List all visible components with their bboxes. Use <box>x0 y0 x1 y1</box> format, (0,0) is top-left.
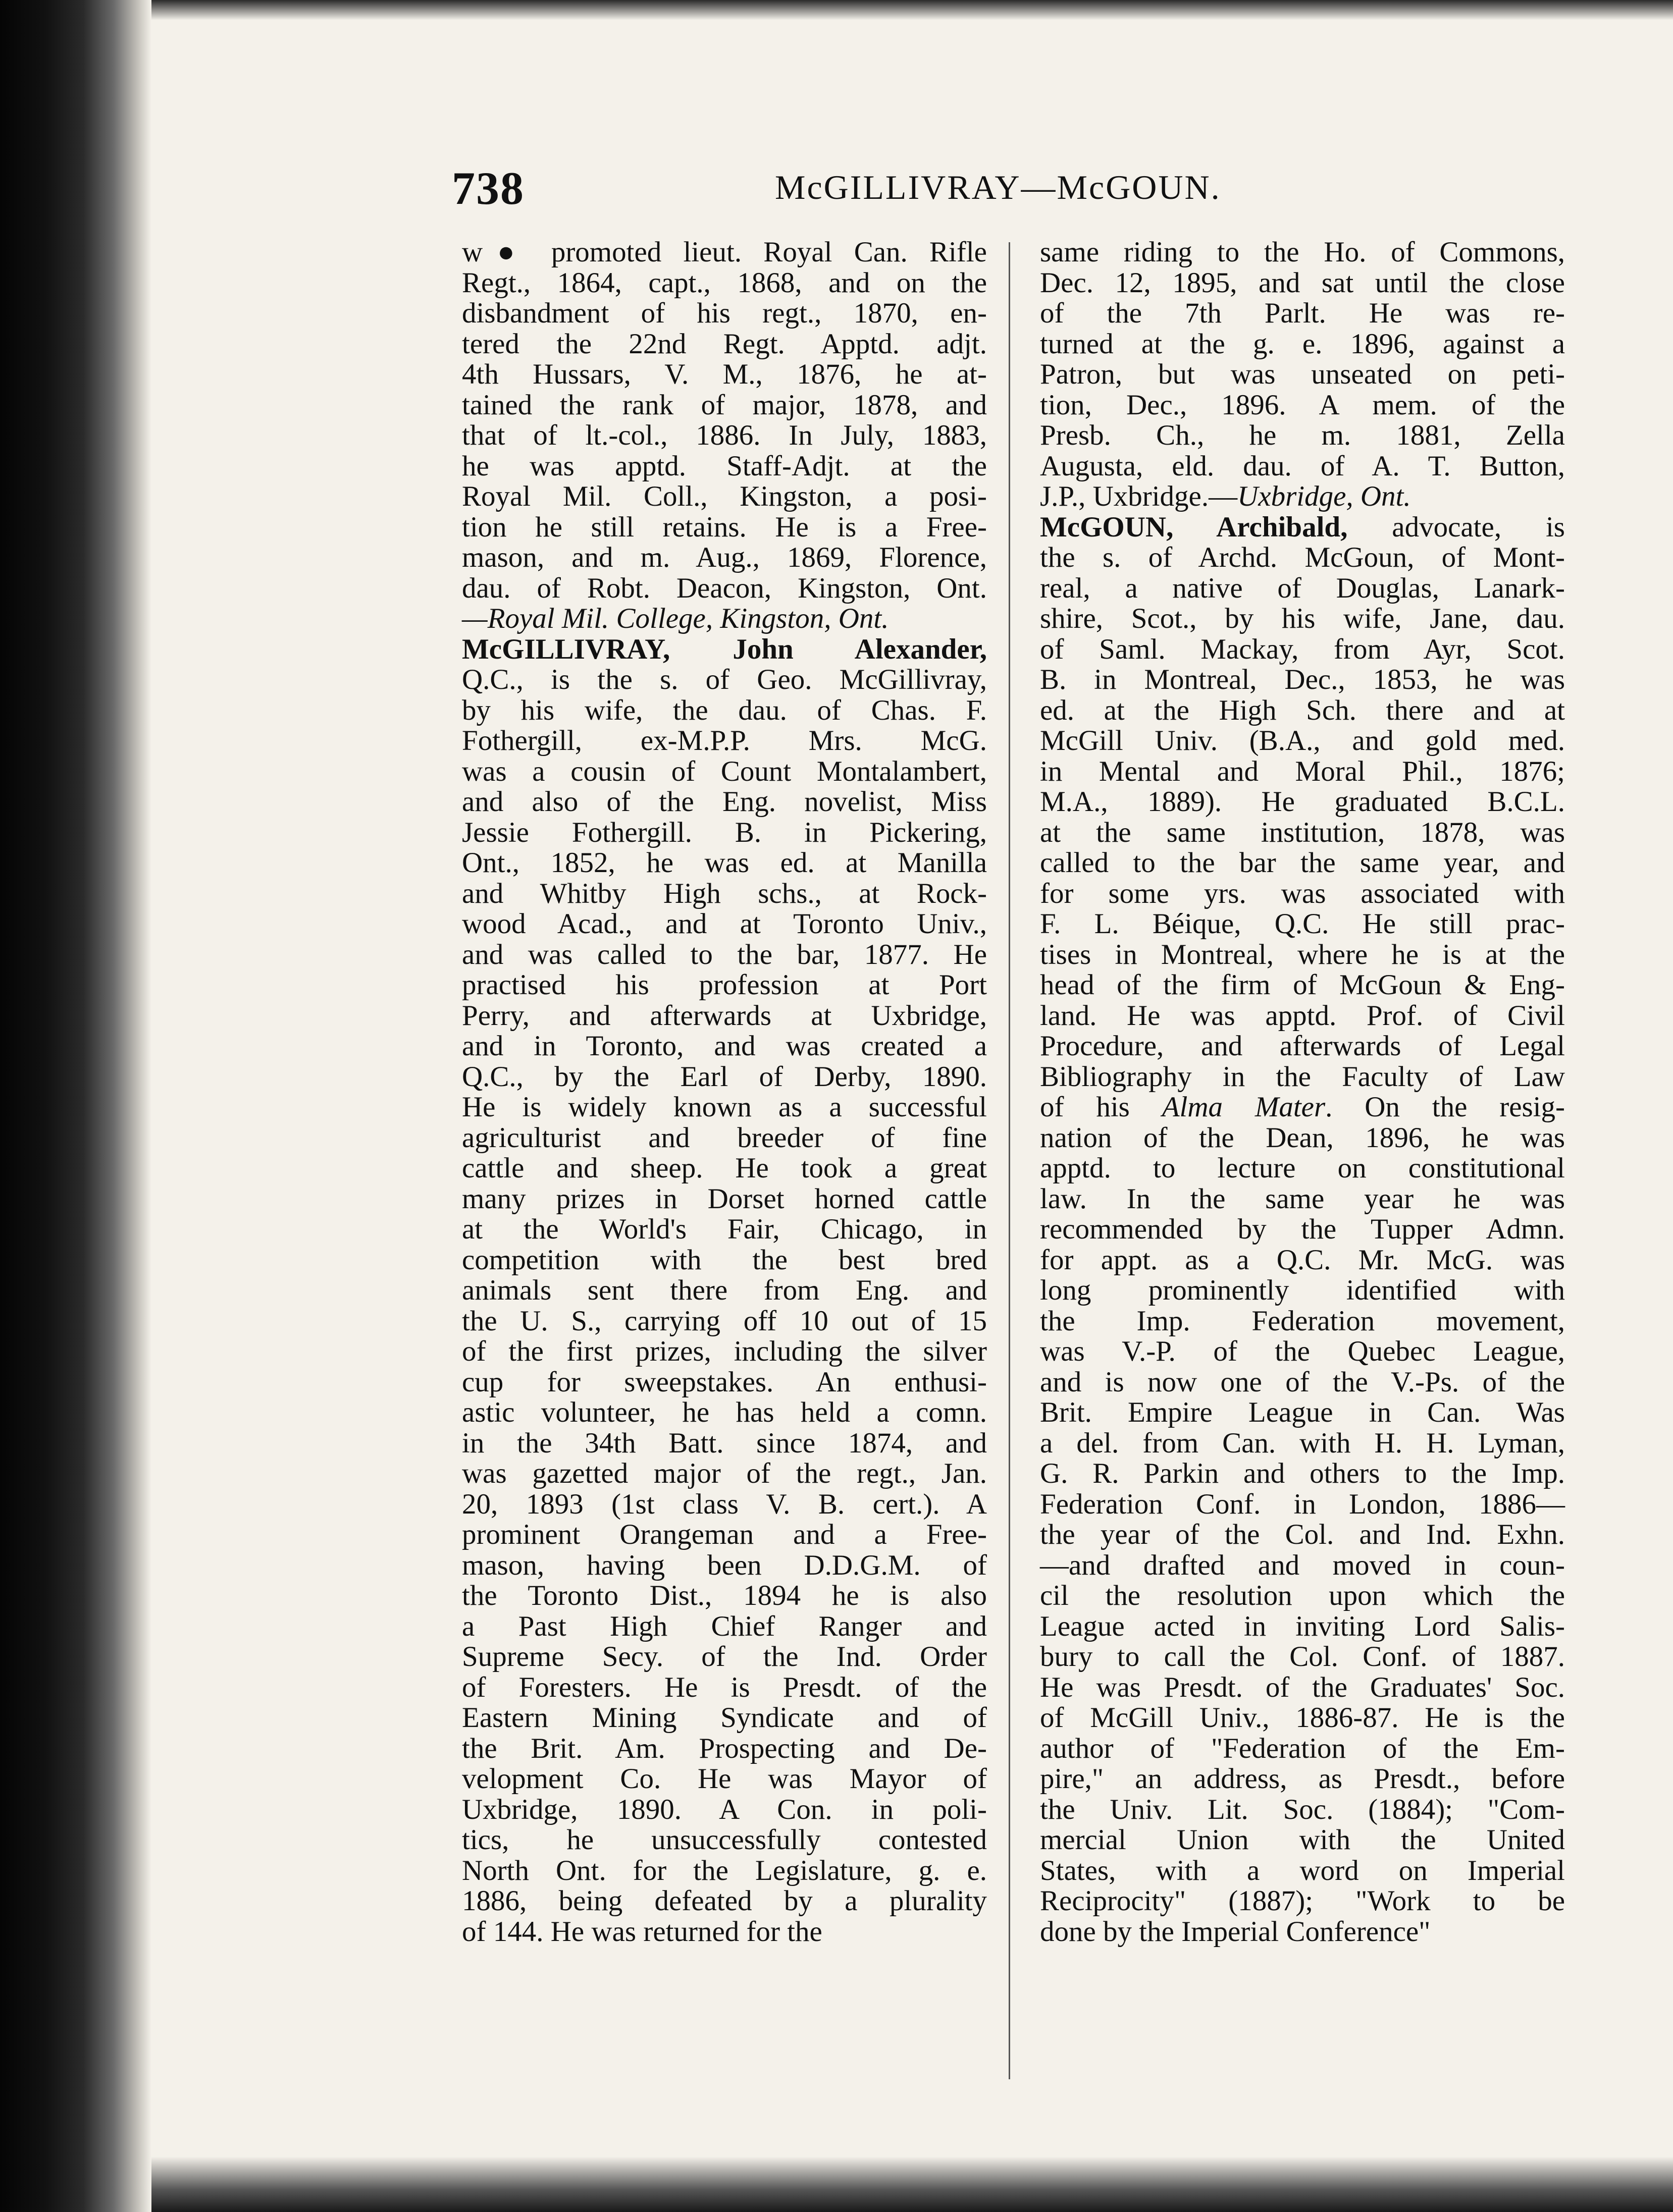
text-line: of his Alma Mater. On the resig- <box>1040 1091 1565 1123</box>
text-line: League acted in inviting Lord Salis- <box>1040 1610 1565 1642</box>
text-line: the Imp. Federation movement, <box>1040 1305 1565 1337</box>
page-number: 738 <box>452 163 525 214</box>
text-line: the Univ. Lit. Soc. (1884); "Com- <box>1040 1793 1565 1825</box>
text-line: dau. of Robt. Deacon, Kingston, Ont. <box>462 572 987 604</box>
text-line: was V.-P. of the Quebec League, <box>1040 1335 1565 1367</box>
text-line: w● promoted lieut. Royal Can. Rifle <box>462 236 987 268</box>
text-line: McGill Univ. (B.A., and gold med. <box>1040 725 1565 757</box>
text-line: author of "Federation of the Em- <box>1040 1732 1565 1764</box>
text-line: at the same institution, 1878, was <box>1040 816 1565 848</box>
text-line: Brit. Empire League in Can. Was <box>1040 1396 1565 1428</box>
text-line: in the 34th Batt. since 1874, and <box>462 1427 987 1459</box>
text-line: He is widely known as a successful <box>462 1091 987 1123</box>
text-line: the s. of Archd. McGoun, of Mont- <box>1040 542 1565 573</box>
text-line: practised his profession at Port <box>462 969 987 1001</box>
text-line: Uxbridge, 1890. A Con. in poli- <box>462 1793 987 1825</box>
text-line: 1886, being defeated by a plurality <box>462 1885 987 1917</box>
text-line: was gazetted major of the regt., Jan. <box>462 1458 987 1489</box>
text-line: Presb. Ch., he m. 1881, Zella <box>1040 419 1565 451</box>
text-line: real, a native of Douglas, Lanark- <box>1040 572 1565 604</box>
text-line: tises in Montreal, where he is at the <box>1040 938 1565 970</box>
left-column <box>462 237 987 1947</box>
text-line: Q.C., by the Earl of Derby, 1890. <box>462 1060 987 1093</box>
text-line: ed. at the High Sch. there and at <box>1040 694 1565 726</box>
text-line: and is now one of the V.-Ps. of the <box>1040 1366 1565 1398</box>
text-line: long prominently identified with <box>1040 1274 1565 1306</box>
text-line: and Whitby High schs., at Rock- <box>462 877 987 909</box>
text-line: M.A., 1889). He graduated B.C.L. <box>1040 786 1565 818</box>
top-edge-shadow <box>151 0 1673 20</box>
text-line: tion he still retains. He is a Free- <box>462 511 987 543</box>
text-line: a Past High Chief Ranger and <box>462 1610 987 1642</box>
text-line: Patron, but was unseated on peti- <box>1040 358 1565 390</box>
text-line: done by the Imperial Conference" <box>1040 1915 1431 1948</box>
text-line: land. He was apptd. Prof. of Civil <box>1040 999 1565 1032</box>
text-line: and was called to the bar, 1877. He <box>462 938 987 970</box>
text-line: and also of the Eng. novelist, Miss <box>462 786 987 818</box>
text-line: pire," an address, as Presdt., before <box>1040 1763 1565 1795</box>
text-line: of Foresters. He is Presdt. of the <box>462 1671 987 1703</box>
text-line: bury to call the Col. Conf. of 1887. <box>1040 1641 1565 1673</box>
text-line: F. L. Béique, Q.C. He still prac- <box>1040 908 1565 940</box>
text-line: Supreme Secy. of the Ind. Order <box>462 1641 987 1673</box>
text-line: shire, Scot., by his wife, Jane, dau. <box>1040 603 1565 634</box>
text-line: for appt. as a Q.C. Mr. McG. was <box>1040 1244 1565 1276</box>
text-line: turned at the g. e. 1896, against a <box>1040 328 1565 360</box>
text-line: mercial Union with the United <box>1040 1824 1565 1856</box>
text-line: Regt., 1864, capt., 1868, and on the <box>462 266 987 299</box>
text-line: Dec. 12, 1895, and sat until the close <box>1040 266 1565 299</box>
text-line: the Brit. Am. Prospecting and De- <box>462 1732 987 1764</box>
text-line: recommended by the Tupper Admn. <box>1040 1213 1565 1245</box>
text-line: cattle and sheep. He took a great <box>462 1152 987 1184</box>
text-line: agriculturist and breeder of fine <box>462 1121 987 1154</box>
text-line: McGILLIVRAY, John Alexander, <box>462 633 987 665</box>
text-line: —Royal Mil. College, Kingston, Ont. <box>462 603 889 634</box>
page-header <box>452 161 1562 217</box>
text-line: at the World's Fair, Chicago, in <box>462 1213 987 1245</box>
text-line: North Ont. for the Legislature, g. e. <box>462 1854 987 1886</box>
text-line: the year of the Col. and Ind. Exhn. <box>1040 1519 1565 1550</box>
text-line: McGOUN, Archibald, advocate, is <box>1040 511 1565 543</box>
text-line: of Saml. Mackay, from Ayr, Scot. <box>1040 633 1565 665</box>
text-line: mason, having been D.D.G.M. of <box>462 1549 987 1581</box>
text-line: and in Toronto, and was created a <box>462 1030 987 1062</box>
text-line: of the first prizes, including the silver <box>462 1335 987 1367</box>
text-line: wood Acad., and at Toronto Univ., <box>462 908 987 940</box>
text-line: was a cousin of Count Montalambert, <box>462 755 987 787</box>
text-line: 4th Hussars, V. M., 1876, he at- <box>462 358 987 390</box>
text-line: of the 7th Parlt. He was re- <box>1040 297 1565 329</box>
text-line: many prizes in Dorset horned cattle <box>462 1182 987 1215</box>
text-line: competition with the best bred <box>462 1244 987 1276</box>
text-line: that of lt.-col., 1886. In July, 1883, <box>462 419 987 451</box>
text-line: Bibliography in the Faculty of Law <box>1040 1060 1565 1093</box>
text-line: the Toronto Dist., 1894 he is also <box>462 1580 987 1611</box>
text-line: disbandment of his regt., 1870, en- <box>462 297 987 329</box>
text-line: in Mental and Moral Phil., 1876; <box>1040 755 1565 787</box>
text-line: tion, Dec., 1896. A mem. of the <box>1040 389 1565 421</box>
text-line: Royal Mil. Coll., Kingston, a posi- <box>462 480 987 512</box>
text-line: law. In the same year he was <box>1040 1182 1565 1215</box>
right-column <box>1040 237 1565 1947</box>
text-line: by his wife, the dau. of Chas. F. <box>462 694 987 726</box>
text-line: Jessie Fothergill. B. in Pickering, <box>462 816 987 848</box>
text-line: G. R. Parkin and others to the Imp. <box>1040 1458 1565 1489</box>
text-line: called to the bar the same year, and <box>1040 847 1565 879</box>
text-line: apptd. to lecture on constitutional <box>1040 1152 1565 1184</box>
running-head: McGILLIVRAY—McGOUN. <box>775 168 1221 206</box>
text-line: of McGill Univ., 1886-87. He is the <box>1040 1702 1565 1734</box>
text-line: B. in Montreal, Dec., 1853, he was <box>1040 664 1565 695</box>
text-line: velopment Co. He was Mayor of <box>462 1763 987 1795</box>
text-line: tained the rank of major, 1878, and <box>462 389 987 421</box>
text-line: Ont., 1852, he was ed. at Manilla <box>462 847 987 879</box>
text-line: He was Presdt. of the Graduates' Soc. <box>1040 1671 1565 1703</box>
text-line: he was apptd. Staff-Adjt. at the <box>462 450 987 482</box>
text-line: Procedure, and afterwards of Legal <box>1040 1030 1565 1062</box>
text-line: a del. from Can. with H. H. Lyman, <box>1040 1427 1565 1459</box>
text-line: Q.C., is the s. of Geo. McGillivray, <box>462 664 987 695</box>
text-line: Perry, and afterwards at Uxbridge, <box>462 999 987 1032</box>
text-line: J.P., Uxbridge.—Uxbridge, Ont. <box>1040 480 1411 512</box>
text-line: tics, he unsuccessfully contested <box>462 1824 987 1856</box>
column-divider <box>1009 242 1010 2079</box>
text-line: same riding to the Ho. of Commons, <box>1040 236 1565 268</box>
text-line: Augusta, eld. dau. of A. T. Button, <box>1040 450 1565 482</box>
text-line: Federation Conf. in London, 1886— <box>1040 1488 1565 1520</box>
text-line: Fothergill, ex-M.P.P. Mrs. McG. <box>462 725 987 757</box>
text-line: Eastern Mining Syndicate and of <box>462 1702 987 1734</box>
text-line: Reciprocity" (1887); "Work to be <box>1040 1885 1565 1917</box>
text-line: head of the firm of McGoun & Eng- <box>1040 969 1565 1001</box>
text-line: cil the resolution upon which the <box>1040 1580 1565 1611</box>
text-line: the U. S., carrying off 10 out of 15 <box>462 1305 987 1337</box>
text-line: animals sent there from Eng. and <box>462 1274 987 1306</box>
text-line: mason, and m. Aug., 1869, Florence, <box>462 542 987 573</box>
text-line: —and drafted and moved in coun- <box>1040 1549 1565 1581</box>
text-line: for some yrs. was associated with <box>1040 877 1565 909</box>
bottom-edge-shadow <box>151 2156 1673 2212</box>
text-line: astic volunteer, he has held a comn. <box>462 1396 987 1428</box>
text-line: nation of the Dean, 1896, he was <box>1040 1121 1565 1154</box>
text-line: tered the 22nd Regt. Apptd. adjt. <box>462 328 987 360</box>
text-line: prominent Orangeman and a Free- <box>462 1519 987 1550</box>
binding-shadow <box>0 0 151 2212</box>
text-line: of 144. He was returned for the <box>462 1915 822 1948</box>
text-line: States, with a word on Imperial <box>1040 1854 1565 1886</box>
text-line: cup for sweepstakes. An enthusi- <box>462 1366 987 1398</box>
text-line: 20, 1893 (1st class V. B. cert.). A <box>462 1488 987 1520</box>
